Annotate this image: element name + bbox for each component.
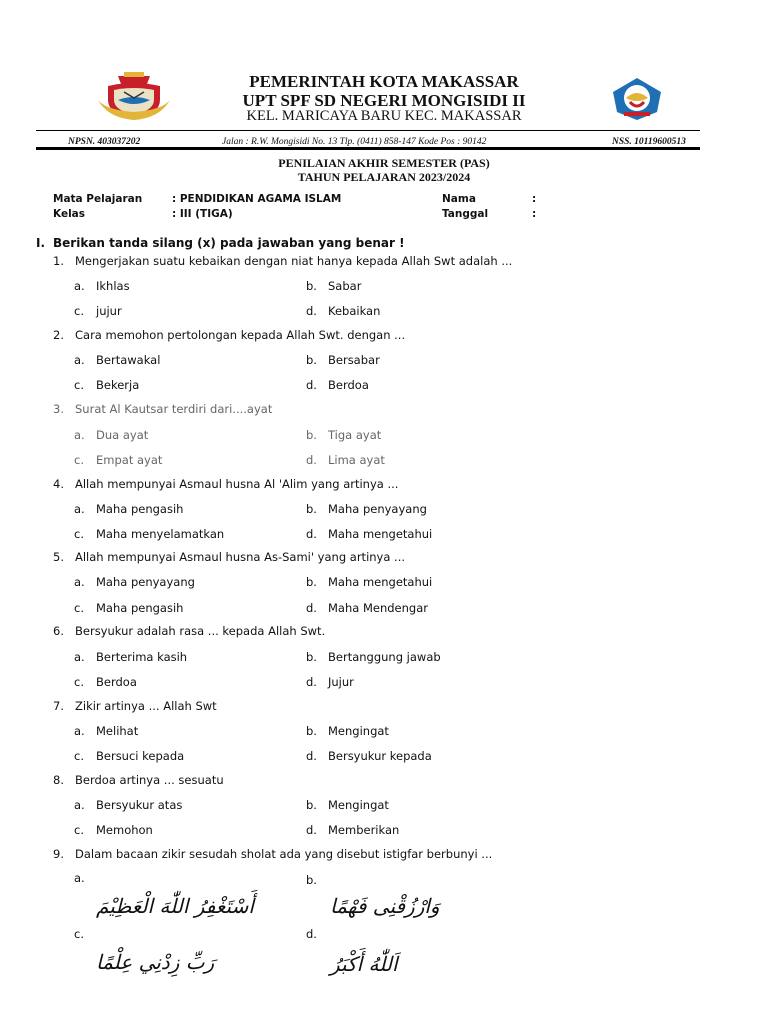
question-text: Allah mempunyai Asmaul husna Al 'Alim yang artinya ... — [75, 477, 399, 491]
q9-option-b-arabic[interactable]: وَارْزُقْنِى فَهْمًا — [330, 894, 440, 918]
option-text: Berterima kasih — [96, 650, 188, 664]
option-letter: c. — [74, 675, 84, 689]
option-text: Maha Mendengar — [328, 601, 428, 615]
q9-option-a-letter[interactable]: a. — [74, 871, 85, 885]
option-text: Bersyukur atas — [96, 798, 183, 812]
question-5 — [53, 550, 405, 564]
option-text: Jujur — [328, 675, 354, 689]
question-text: Allah mempunyai Asmaul husna As-Sami' yang artinya ... — [75, 550, 406, 564]
question-number: 2. — [53, 328, 64, 342]
option-letter: a. — [74, 798, 85, 812]
question-text: Dalam bacaan zikir sesudah sholat ada yang disebut istigfar berbunyi ... — [75, 847, 493, 861]
option-text: Mengingat — [328, 798, 389, 812]
q9-option-d-arabic[interactable]: اَللّٰهُ أَكْبَرُ — [330, 952, 398, 976]
option-letter: a. — [74, 428, 85, 442]
option-letter: d. — [306, 675, 317, 689]
option-letter: d. — [306, 823, 317, 837]
option-letter: a. — [74, 575, 85, 589]
option-letter: a. — [74, 502, 85, 516]
q9-option-a-arabic[interactable]: أَسْتَغْفِرُ اللّٰهَ الْعَظِيْمَ — [96, 894, 254, 918]
option-text: jujur — [96, 304, 122, 318]
q8-option-c[interactable] — [74, 823, 153, 837]
question-number: 1. — [53, 254, 64, 268]
option-text: Berdoa — [96, 675, 137, 689]
question-number: 9. — [53, 847, 64, 861]
question-number: 5. — [53, 550, 64, 564]
option-text: Maha pengasih — [96, 502, 184, 516]
q8-option-a[interactable] — [74, 798, 182, 812]
q1-option-a[interactable] — [74, 279, 130, 293]
question-number: 7. — [53, 699, 64, 713]
q4-option-b[interactable] — [306, 502, 427, 516]
header-government-line: PEMERINTAH KOTA MAKASSAR — [249, 72, 519, 91]
question-1 — [53, 254, 512, 268]
option-letter: b. — [306, 428, 317, 442]
q1-option-d[interactable] — [306, 304, 380, 318]
question-number: 4. — [53, 477, 64, 491]
subject-value: : PENDIDIKAN AGAMA ISLAM — [172, 193, 342, 205]
q2-option-b[interactable] — [306, 353, 380, 367]
q1-option-c[interactable] — [74, 304, 122, 318]
q6-option-d[interactable] — [306, 675, 354, 689]
q5-option-c[interactable] — [74, 601, 183, 615]
option-text: Maha penyayang — [96, 575, 195, 589]
q9-option-b-letter[interactable]: b. — [306, 873, 317, 887]
option-letter: a. — [74, 724, 85, 738]
nss-text: NSS. 10119600513 — [612, 137, 686, 147]
q1-option-b[interactable] — [306, 279, 361, 293]
q7-option-a[interactable] — [74, 724, 138, 738]
exam-title: PENILAIAN AKHIR SEMESTER (PAS) — [278, 156, 490, 170]
option-text: Kebaikan — [328, 304, 381, 318]
question-number: 6. — [53, 624, 64, 638]
option-text: Bersuci kepada — [96, 749, 185, 763]
q3-option-c[interactable] — [74, 453, 162, 467]
q7-option-c[interactable] — [74, 749, 184, 763]
q2-option-a[interactable] — [74, 353, 160, 367]
option-text: Maha mengetahui — [328, 527, 433, 541]
subject-label: Mata Pelajaran — [53, 193, 143, 205]
q9-option-c-arabic[interactable]: رَبِّ زِدْنِي عِلْمًا — [96, 950, 215, 974]
header-rule-thin — [36, 130, 700, 131]
option-text: Empat ayat — [96, 453, 163, 467]
option-letter: b. — [306, 353, 317, 367]
option-letter: c. — [74, 304, 84, 318]
question-2 — [53, 328, 405, 342]
date-value: : — [532, 208, 537, 220]
option-letter: a. — [74, 279, 85, 293]
header-school-name: UPT SPF SD NEGERI MONGISIDI II — [242, 91, 526, 110]
option-letter: c. — [74, 749, 84, 763]
option-letter: a. — [74, 650, 85, 664]
header-district-line: KEL. MARICAYA BARU KEC. MAKASSAR — [246, 108, 522, 124]
q5-option-a[interactable] — [74, 575, 195, 589]
name-value: : — [532, 193, 537, 205]
question-9 — [53, 847, 492, 861]
q6-option-c[interactable] — [74, 675, 137, 689]
section-instruction: Berikan tanda silang (x) pada jawaban yang benar ! — [53, 236, 405, 250]
option-text: Maha mengetahui — [328, 575, 433, 589]
section-number: I. — [36, 236, 46, 250]
q6-option-a[interactable] — [74, 650, 187, 664]
class-label: Kelas — [53, 208, 86, 220]
address-text: Jalan : R.W. Mongisidi No. 13 Tlp. (0411) 858-147 Kode Pos : 90142 — [222, 137, 487, 147]
q9-option-c-letter[interactable]: c. — [74, 927, 84, 941]
option-text: Sabar — [328, 279, 362, 293]
q5-option-d[interactable] — [306, 601, 428, 615]
q7-option-d[interactable] — [306, 749, 432, 763]
option-text: Maha pengasih — [96, 601, 184, 615]
option-letter: d. — [306, 304, 317, 318]
option-letter: b. — [306, 502, 317, 516]
option-text: Melihat — [96, 724, 139, 738]
question-6 — [53, 624, 325, 638]
q4-option-d[interactable] — [306, 527, 432, 541]
q3-option-d[interactable] — [306, 453, 385, 467]
option-text: Dua ayat — [96, 428, 149, 442]
date-label: Tanggal — [442, 208, 489, 220]
academic-year: TAHUN PELAJARAN 2023/2024 — [297, 170, 471, 184]
question-4 — [53, 477, 398, 491]
option-letter: b. — [306, 279, 317, 293]
section-heading — [36, 236, 405, 251]
question-number: 3. — [53, 402, 64, 416]
option-letter: b. — [306, 724, 317, 738]
option-letter: b. — [306, 798, 317, 812]
question-text: Bersyukur adalah rasa ... kepada Allah Swt. — [75, 624, 326, 638]
option-text: Bertawakal — [96, 353, 161, 367]
option-text: Memberikan — [328, 823, 400, 837]
option-text: Lima ayat — [328, 453, 385, 467]
option-letter: c. — [74, 601, 84, 615]
option-text: Maha penyayang — [328, 502, 427, 516]
option-letter: a. — [74, 353, 85, 367]
question-7 — [53, 699, 217, 713]
option-letter: c. — [74, 823, 84, 837]
option-letter: d. — [306, 453, 317, 467]
option-letter: c. — [74, 453, 84, 467]
option-text: Bersabar — [328, 353, 380, 367]
q2-option-c[interactable] — [74, 378, 139, 392]
q3-option-a[interactable] — [74, 428, 148, 442]
question-3 — [53, 402, 272, 416]
option-text: Memohon — [96, 823, 153, 837]
option-text: Bertanggung jawab — [328, 650, 441, 664]
option-letter: d. — [306, 601, 317, 615]
option-letter: d. — [306, 378, 317, 392]
option-text: Tiga ayat — [328, 428, 382, 442]
option-text: Ikhlas — [96, 279, 130, 293]
option-text: Maha menyelamatkan — [96, 527, 225, 541]
question-text: Mengerjakan suatu kebaikan dengan niat hanya kepada Allah Swt adalah ... — [75, 254, 513, 268]
question-text: Zikir artinya ... Allah Swt — [75, 699, 217, 713]
question-8 — [53, 773, 224, 787]
header-rule-thick — [36, 147, 700, 150]
option-letter: b. — [306, 650, 317, 664]
option-letter: d. — [306, 749, 317, 763]
q7-option-b[interactable] — [306, 724, 389, 738]
q4-option-a[interactable] — [74, 502, 183, 516]
q2-option-d[interactable] — [306, 378, 369, 392]
option-text: Mengingat — [328, 724, 389, 738]
q4-option-c[interactable] — [74, 527, 224, 541]
q8-option-b[interactable] — [306, 798, 389, 812]
option-letter: d. — [306, 527, 317, 541]
q5-option-b[interactable] — [306, 575, 432, 589]
question-text: Berdoa artinya ... sesuatu — [75, 773, 224, 787]
q8-option-d[interactable] — [306, 823, 399, 837]
option-text: Bekerja — [96, 378, 140, 392]
question-text: Cara memohon pertolongan kepada Allah Swt. dengan ... — [75, 328, 406, 342]
option-letter: b. — [306, 575, 317, 589]
option-text: Berdoa — [328, 378, 369, 392]
question-text: Surat Al Kautsar terdiri dari....ayat — [75, 402, 273, 416]
class-value: : III (TIGA) — [172, 208, 233, 220]
q6-option-b[interactable] — [306, 650, 441, 664]
name-label: Nama — [442, 193, 476, 205]
q3-option-b[interactable] — [306, 428, 381, 442]
npsn-text: NPSN. 403037202 — [68, 137, 141, 147]
q9-option-d-letter[interactable]: d. — [306, 927, 317, 941]
option-letter: c. — [74, 378, 84, 392]
question-number: 8. — [53, 773, 64, 787]
option-letter: c. — [74, 527, 84, 541]
option-text: Bersyukur kepada — [328, 749, 432, 763]
